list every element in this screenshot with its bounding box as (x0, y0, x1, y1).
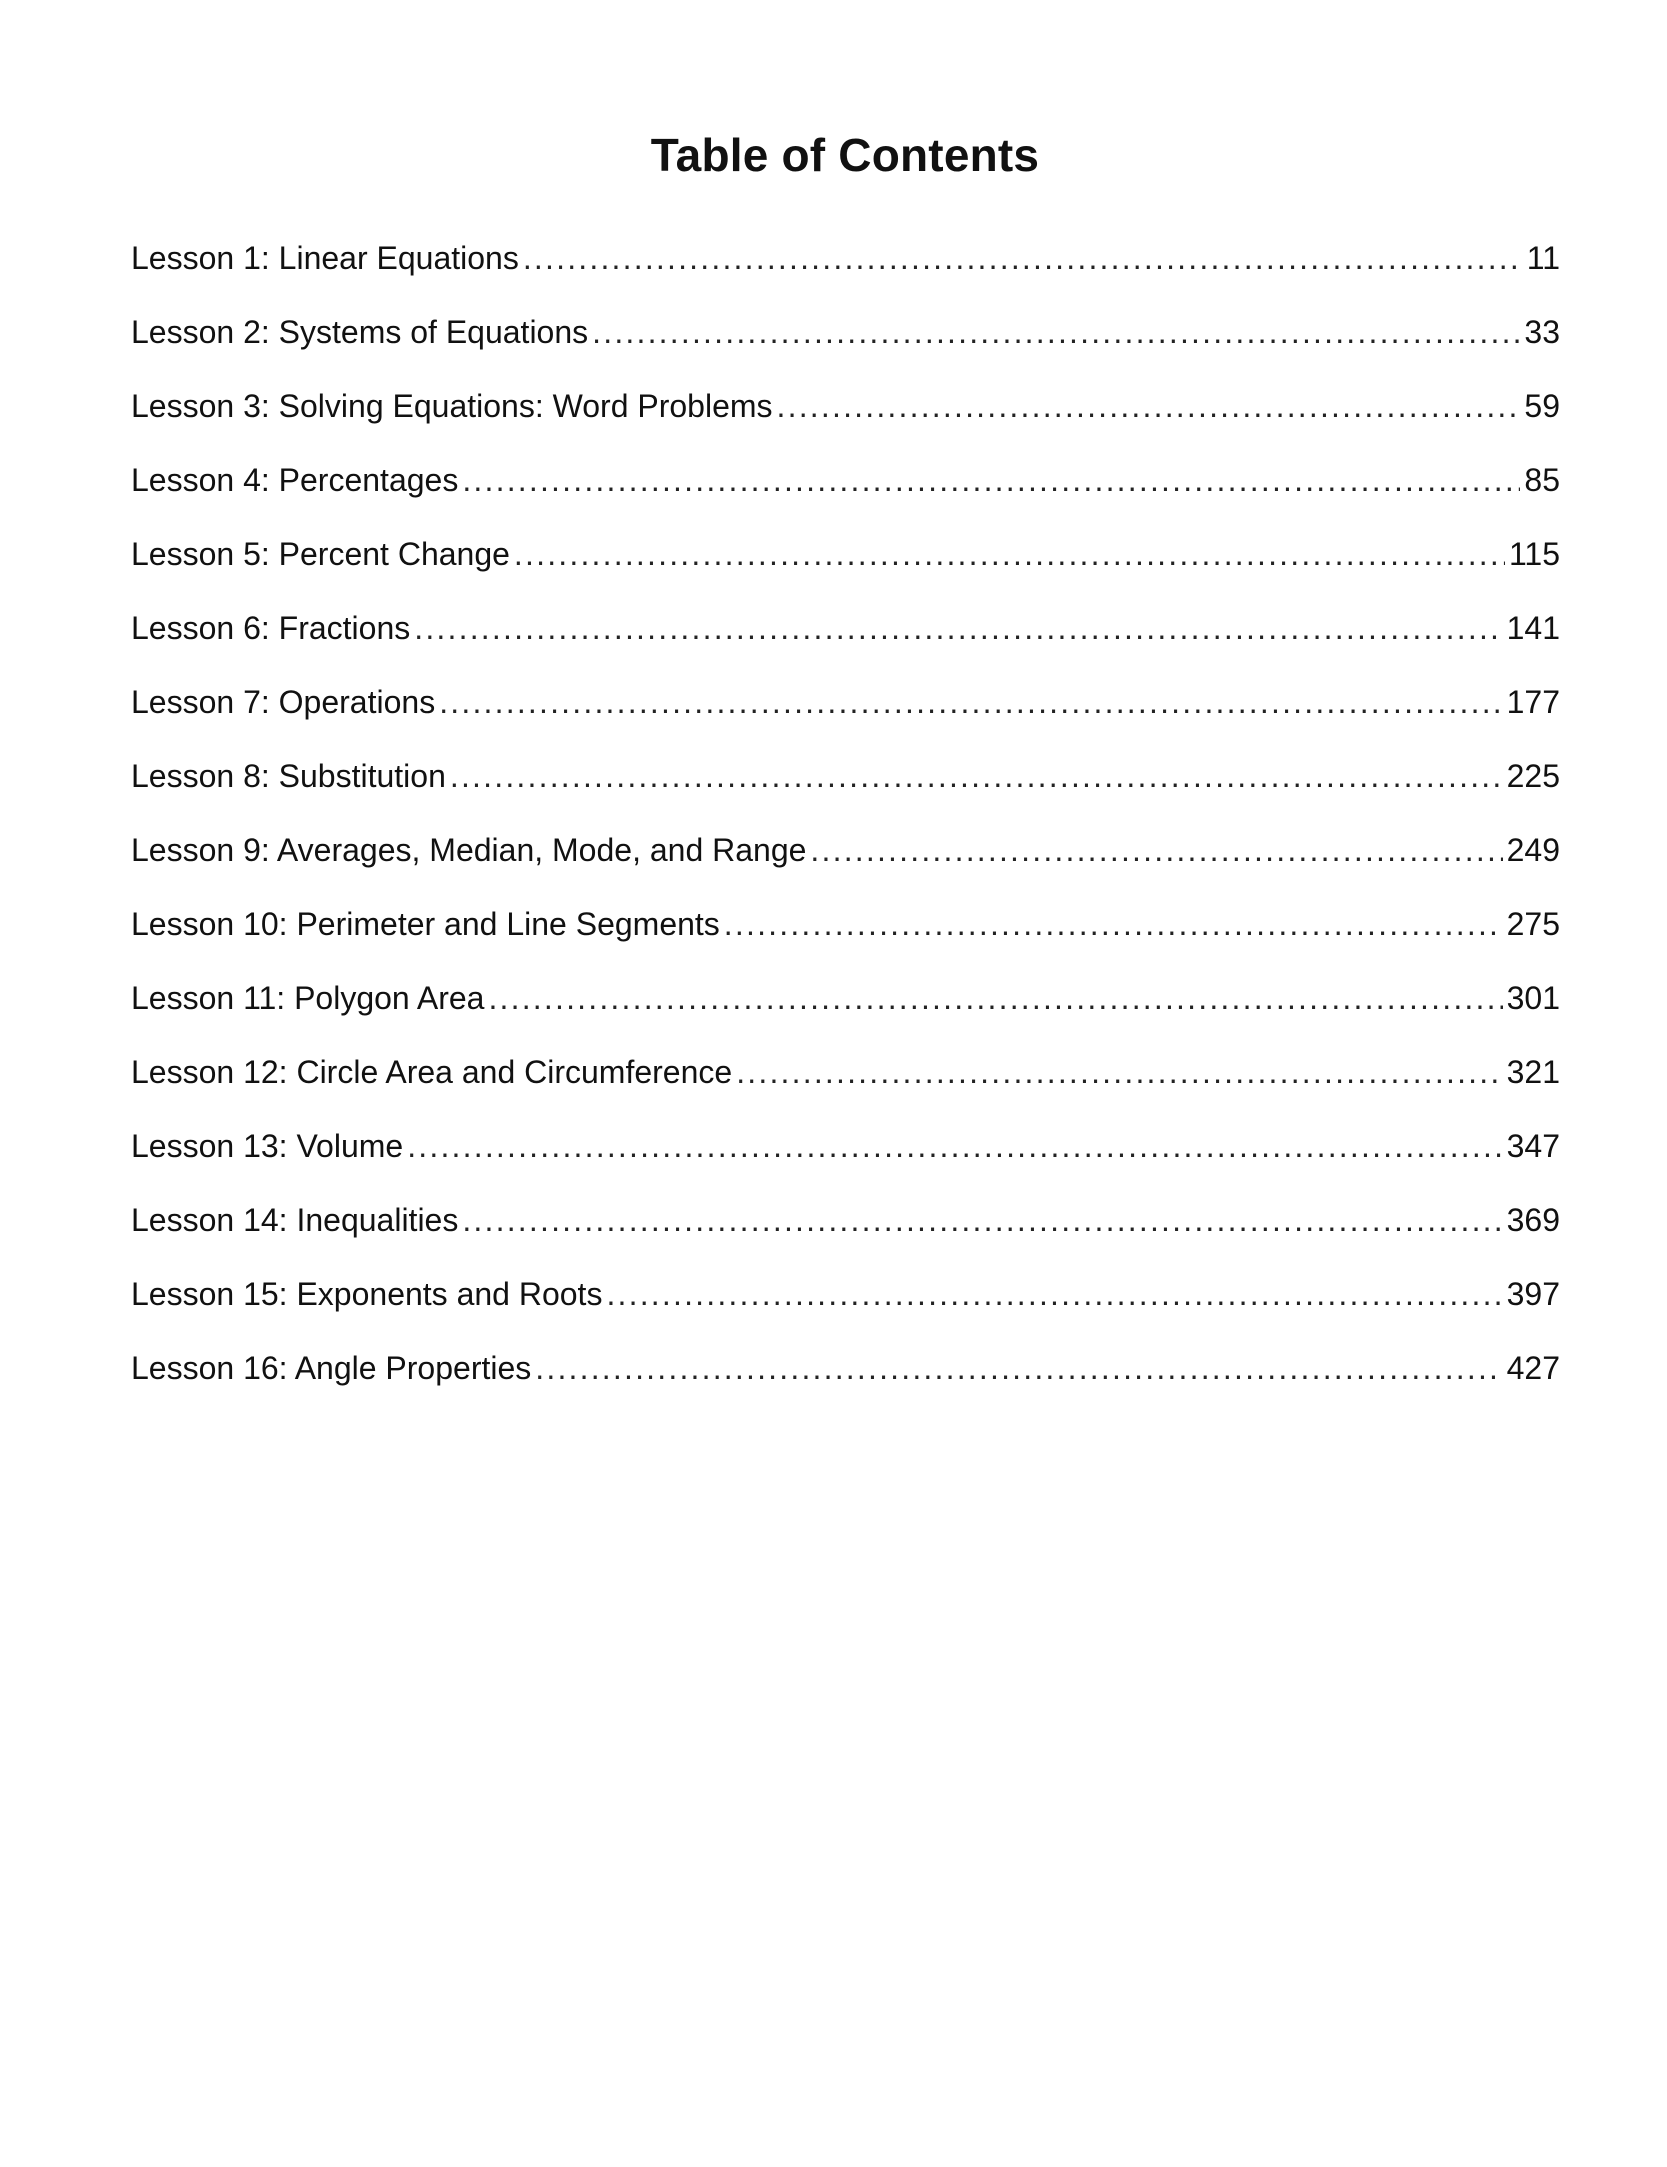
toc-entry (131, 384, 1560, 458)
dot-leader (724, 902, 1503, 946)
toc-entry (131, 1050, 1560, 1124)
toc-entry-label: Lesson 14: Inequalities (131, 1202, 459, 1238)
dot-leader (535, 1346, 1502, 1390)
toc-entry (131, 606, 1560, 680)
dot-leader (450, 754, 1503, 798)
dot-leader (523, 236, 1523, 280)
toc-entry (131, 236, 1560, 310)
toc-entry-label: Lesson 11: Polygon Area (131, 980, 485, 1016)
dot-leader (462, 458, 1520, 502)
toc-entry (131, 754, 1560, 828)
toc-entry-page: 11 (1526, 240, 1560, 276)
toc-entry-label: Lesson 1: Linear Equations (131, 240, 519, 276)
toc-entry-page: 321 (1506, 1054, 1560, 1090)
toc-entry-label: Lesson 6: Fractions (131, 610, 411, 646)
dot-leader (810, 828, 1502, 872)
toc-entry (131, 1272, 1560, 1346)
toc-entry-page: 141 (1506, 610, 1560, 646)
toc-entry (131, 976, 1560, 1050)
toc-entry-page: 397 (1506, 1276, 1560, 1312)
toc-entry-label: Lesson 13: Volume (131, 1128, 404, 1164)
dot-leader (777, 384, 1521, 428)
toc-entry-label: Lesson 10: Perimeter and Line Segments (131, 906, 720, 942)
toc-entry-page: 427 (1506, 1350, 1560, 1386)
toc-entry-page: 275 (1506, 906, 1560, 942)
toc-entry-page: 177 (1506, 684, 1560, 720)
toc-entry-label: Lesson 12: Circle Area and Circumference (131, 1054, 733, 1090)
toc-entry-label: Lesson 8: Substitution (131, 758, 446, 794)
dot-leader (592, 310, 1520, 354)
dot-leader (462, 1198, 1502, 1242)
toc-entry-label: Lesson 5: Percent Change (131, 536, 510, 572)
dot-leader (407, 1124, 1502, 1168)
toc-entry (131, 532, 1560, 606)
toc-entry (131, 1346, 1560, 1420)
toc-entry-label: Lesson 2: Systems of Equations (131, 314, 589, 350)
toc-entry-page: 225 (1506, 758, 1560, 794)
toc-entry-label: Lesson 16: Angle Properties (131, 1350, 532, 1386)
page-title: Table of Contents (650, 129, 1040, 181)
dot-leader (736, 1050, 1502, 1094)
toc-entry-label: Lesson 9: Averages, Median, Mode, and Range (131, 832, 807, 868)
toc-entry-label: Lesson 4: Percentages (131, 462, 459, 498)
toc-entry (131, 1198, 1560, 1272)
toc-entry-page: 369 (1506, 1202, 1560, 1238)
toc-entry (131, 902, 1560, 976)
table-of-contents (131, 236, 1560, 1420)
toc-entry-page: 301 (1506, 980, 1560, 1016)
toc-entry-page: 33 (1524, 314, 1560, 350)
toc-entry-label: Lesson 3: Solving Equations: Word Problems (131, 388, 773, 424)
toc-entry (131, 458, 1560, 532)
toc-entry (131, 680, 1560, 754)
dot-leader (488, 976, 1502, 1020)
dot-leader (514, 532, 1505, 576)
dot-leader (414, 606, 1502, 650)
dot-leader (439, 680, 1502, 724)
toc-entry (131, 1124, 1560, 1198)
toc-entry-page: 85 (1524, 462, 1560, 498)
toc-entry (131, 310, 1560, 384)
toc-entry (131, 828, 1560, 902)
dot-leader (606, 1272, 1502, 1316)
toc-entry-page: 249 (1506, 832, 1560, 868)
toc-entry-page: 115 (1508, 536, 1560, 572)
toc-entry-label: Lesson 7: Operations (131, 684, 436, 720)
toc-entry-page: 347 (1506, 1128, 1560, 1164)
toc-entry-page: 59 (1524, 388, 1560, 424)
toc-entry-label: Lesson 15: Exponents and Roots (131, 1276, 603, 1312)
